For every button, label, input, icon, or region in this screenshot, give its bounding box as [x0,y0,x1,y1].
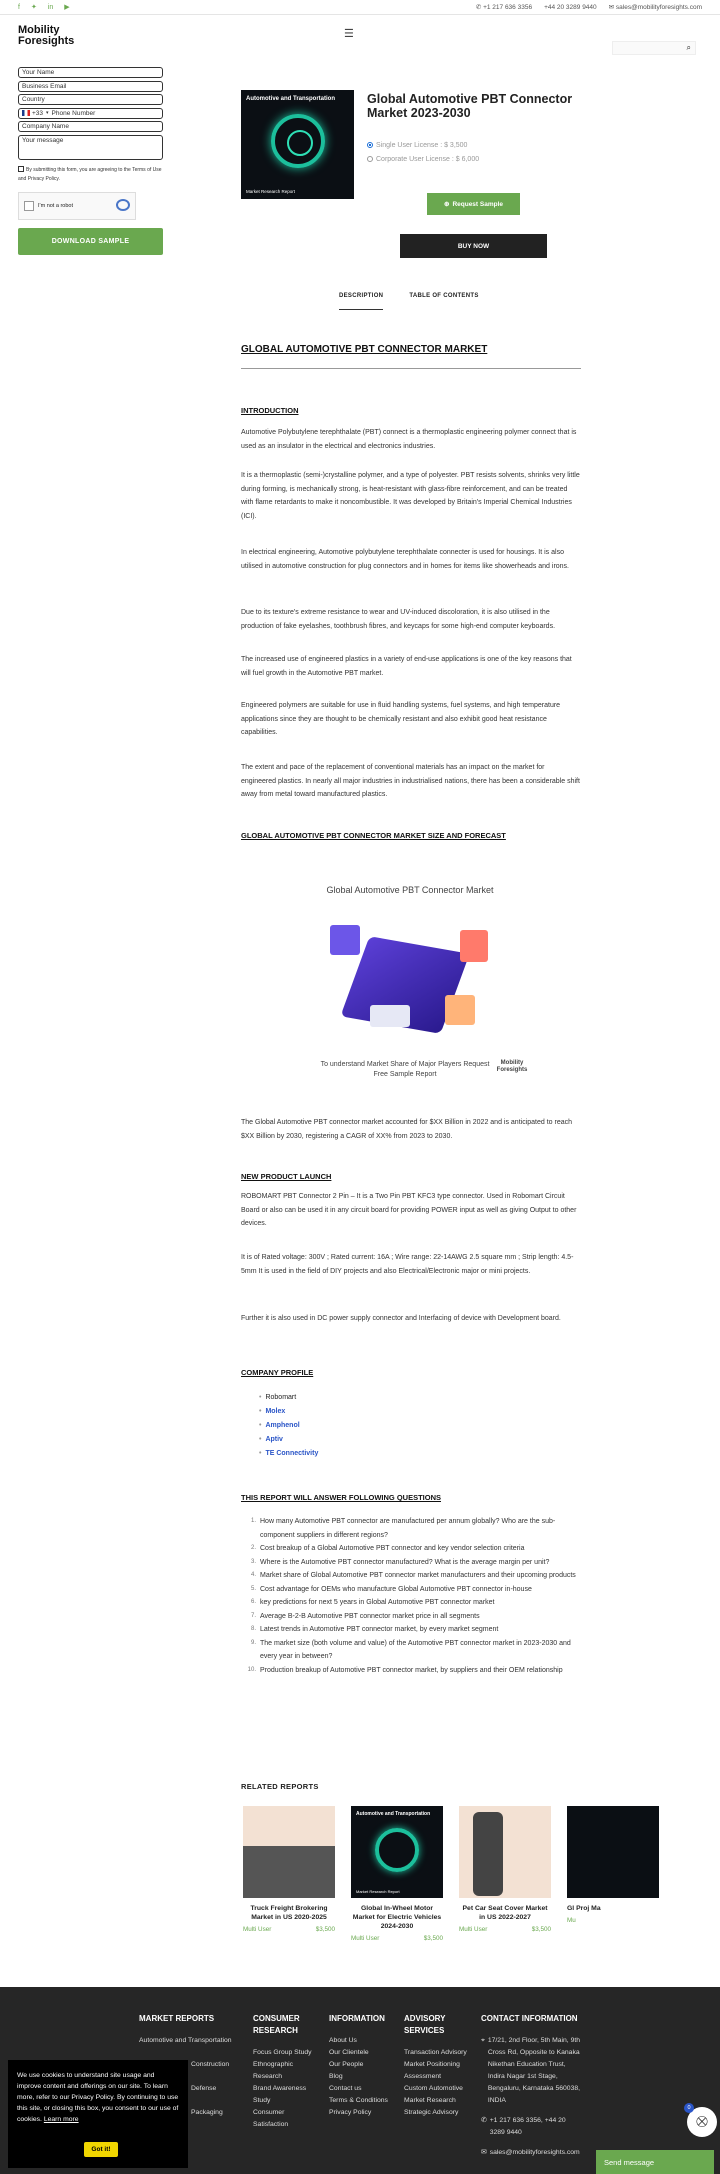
list-item: 10. Production breakup of Automotive PBT connector market, by suppliers and their OEM relationship [247,1666,563,1674]
tab-table-of-contents[interactable]: TABLE OF CONTENTS [409,293,479,299]
hamburger-menu-icon[interactable]: ☰ [344,28,354,40]
linkedin-icon[interactable]: in [47,3,54,11]
footer-link[interactable]: Custom Automotive Market Research [404,2085,463,2104]
send-message-button[interactable]: Send message [596,2150,714,2174]
mail-icon: ✉ [481,2149,487,2156]
terms-checkbox[interactable] [18,166,24,172]
related-card[interactable] [351,1806,443,1942]
phone-field[interactable] [18,108,163,119]
questions-list [247,1515,580,1677]
phone-placeholder: Phone Number [51,109,96,117]
list-item[interactable]: • TE Connectivity [259,1447,318,1461]
card-title[interactable]: Pet Car Seat Cover Market in US 2022-2027 [462,1905,548,1921]
footer-link[interactable]: Consumer Satisfaction [253,2109,289,2128]
footer-link[interactable]: Blog [329,2073,343,2080]
phone-country-code[interactable]: +33 [32,109,44,117]
infographic-tile [460,930,488,962]
request-sample-button[interactable] [427,193,520,215]
infographic-tile [370,1005,410,1027]
footer-link[interactable]: Transaction Advisory [404,2049,467,2056]
footer-contact [481,2013,581,2159]
footer-link[interactable]: Ethnographic Research [253,2061,294,2080]
question-text: Latest trends in Automotive PBT connector market, by every market segment [260,1626,499,1633]
paragraph: It is a thermoplastic (semi-)crystalline polymer, and a type of polyester. PBT resists solvents, shrinks very little during forming, is mechanically strong, is heat-resistant with glass-fibre reinforcement, and can be treated with flame retardants to make it noncombustible. It was developed by Britain's Imperial Chemical Industries (ICI). [241,472,580,520]
card-user: Multi User [243,1926,272,1933]
paragraph: Due to its texture's extreme resistance to wear and UV-induced discoloration, it is also utilised in the production of fake eyelashes, toothbrush fibres, and keycaps for some high-end computer keyboards. [241,609,556,630]
card-image [567,1806,659,1898]
card-price: $3,500 [423,1935,443,1942]
list-item: • Robomart [259,1391,318,1405]
footer-link[interactable]: About Us [329,2037,357,2044]
address-text: 17/21, 2nd Floor, 5th Main, 9th Cross Rd, Opposite to Kanaka Nikethan Education Trust, Indira Nagar 1st Stage, Bengaluru, Karnataka 560038, INDIA [487,2037,581,2104]
license-options [367,139,479,167]
footer-link[interactable]: Our People [329,2061,364,2068]
footer-link[interactable]: Strategic Advisory [404,2109,459,2116]
infographic-caption-text: To understand Market Share of Major Players Request Free Sample Report [320,1061,490,1078]
footer-information [329,2013,394,2119]
single-license-label[interactable]: Single User License : $ 3,500 [376,142,468,149]
question-text: Average B-2-B Automotive PBT connector market price in all segments [260,1612,480,1620]
name-field[interactable]: Your Name [18,67,163,78]
footer-heading: CONTACT INFORMATION [481,2014,578,2023]
terms-text: By submitting this form, you are agreeing to the Terms of Use and Privacy Policy. [18,166,162,182]
footer-heading: INFORMATION [329,2014,385,2023]
country-field[interactable]: Country [18,94,163,105]
site-header [0,15,720,57]
list-item: 3. Where is the Automotive PBT connector manufactured? What is the average margin per unit? [250,1558,550,1566]
shopping-basket-icon: ⛒ [696,2115,708,2128]
paragraph: Automotive Polybutylene terephthalate (PBT) connect is a thermoplastic engineering polymer connect that is used as an insulator in the electrical and electronics industries. [241,429,577,450]
cookie-text: We use cookies to understand site usage and improve content and offerings on our site. To learn more, refer to our Privacy Policy. By continuing to use this site, or closing this box, you consent to our use of cookies. [17,2072,179,2123]
footer-phones [481,2115,581,2139]
logo-line-1: Mobility [18,24,60,36]
top-bar [0,0,720,15]
card-image [351,1806,443,1898]
infographic-tile [330,925,360,955]
phone-icon: ✆ [475,4,482,11]
footer-link[interactable]: Defense [191,2085,217,2092]
product-title: Global Automotive PBT Connector Market 2023-2030 [367,92,573,120]
paragraph: It is of Rated voltage: 300V ; Rated current: 16A ; Wire range: 22-14AWG 2.5 square mm ; Strip length: 4.5-5mm It is used in the field of DIY projects and also Electrical/Electronic major or mini projects. [241,1254,574,1275]
got-it-button[interactable]: Got it! [84,2142,118,2157]
request-sample-label: Request Sample [452,200,504,208]
footer-link[interactable]: Terms & Conditions [329,2097,388,2104]
recaptcha-checkbox[interactable] [24,201,34,211]
topbar-email[interactable]: sales@mobilityforesights.com [615,4,702,11]
footer-link[interactable]: Brand Awareness Study [253,2085,307,2104]
seat-cover-photo [473,1812,503,1896]
youtube-icon[interactable]: ▶ [64,4,70,11]
company-profile-heading: COMPANY PROFILE [241,1368,314,1377]
list-item[interactable]: • Aptiv [259,1433,318,1447]
cart-count-badge: 0 [684,2103,694,2113]
question-text: key predictions for next 5 years in Global Automotive PBT connector market [260,1599,495,1606]
card-image-footer: Market Research Report [356,1889,400,1894]
question-text: Production breakup of Automotive PBT connector market, by suppliers and their OEM relationship [260,1666,563,1674]
card-title[interactable]: Truck Freight Brokering Market in US 2020-2025 [250,1905,328,1921]
question-text: How many Automotive PBT connector are manufactured per annum globally? Who are the sub-component suppliers in different regions? [260,1518,556,1539]
recaptcha-logo-icon [116,199,130,211]
paragraph: ROBOMART PBT Connector 2 Pin – It is a Two Pin PBT KFC3 type connector. Used in Robomart Circuit Board or also can be used it in any circuit board for providing POWER input as well as giving Output to other devices. [241,1193,577,1227]
footer-address [481,2035,581,2107]
tab-description[interactable]: DESCRIPTION [339,293,383,310]
cover-footer: Market Research Report [246,189,296,194]
paragraph: Further it is also used in DC power supply connector and Interfacing of device with Development board. [241,1315,561,1322]
question-text: Cost breakup of a Global Automotive PBT connector and key vendor selection criteria [260,1545,525,1552]
connector-ring-graphic [375,1828,419,1872]
footer-link[interactable]: Privacy Policy [329,2109,372,2116]
card-user: Multi User [459,1926,488,1933]
footer-link[interactable]: Construction [191,2061,230,2068]
phones-text[interactable]: +1 217 636 3356, +44 20 3289 9440 [489,2117,566,2136]
intro-heading: INTRODUCTION [241,406,299,415]
chat-bubble[interactable] [687,2107,717,2137]
question-text: Where is the Automotive PBT connector manufactured? What is the average margin per unit? [260,1558,550,1566]
plus-circle-icon: ⊕ [443,201,450,208]
product-cover-image [241,90,354,199]
card-image [243,1806,335,1898]
logo-line-2: Foresights [496,1067,528,1073]
footer-consumer-research [253,2013,321,2131]
related-reports-heading: RELATED REPORTS [241,1782,319,1791]
search-input[interactable] [612,41,696,55]
france-flag-icon[interactable] [22,110,30,116]
message-field[interactable]: Your message [18,135,163,160]
single-license-radio[interactable] [367,142,373,148]
card-price: $3,500 [531,1926,551,1933]
paragraph: The increased use of engineered plastics in a variety of end-use applications is one of the key reasons that will fuel growth in the Automotive PBT market. [241,656,572,677]
size-forecast-heading: GLOBAL AUTOMOTIVE PBT CONNECTOR MARKET SIZE AND FORECAST [241,831,506,840]
footer-link[interactable]: Automotive and Transportation [139,2037,232,2044]
card-image [459,1806,551,1898]
list-item[interactable]: • Molex [259,1405,318,1419]
company-field[interactable]: Company Name [18,121,163,132]
footer-advisory-services [404,2013,476,2119]
card-image-title: Automotive and Transportation [356,1811,431,1817]
recaptcha-widget[interactable] [18,192,136,220]
footer-heading: ADVISORY SERVICES [404,2014,446,2035]
card-title[interactable]: Global In-Wheel Motor Market for Electric Vehicles 2024-2030 [352,1905,442,1930]
topbar-phone-1[interactable]: +1 217 636 3356 [483,4,533,11]
learn-more-link[interactable]: Learn more [43,2116,79,2123]
card-user: Multi User [351,1935,380,1942]
market-infographic[interactable] [310,885,510,1085]
article-heading: GLOBAL AUTOMOTIVE PBT CONNECTOR MARKET [241,344,488,355]
footer-link[interactable]: Packaging [191,2109,223,2116]
list-item: 6. key predictions for next 5 years in Global Automotive PBT connector market [250,1599,495,1606]
corporate-license-radio[interactable] [367,156,373,162]
footer-link[interactable]: Contact us [329,2085,362,2092]
question-text: Market share of Global Automotive PBT connector market manufacturers and their upcoming products [260,1572,576,1579]
card-user: Mu [567,1917,576,1924]
list-item: 2. Cost breakup of a Global Automotive PBT connector and key vendor selection criteria [250,1545,525,1552]
paragraph: Engineered polymers are suitable for use in fluid handling systems, fuel systems, and high temperature applications since they are thought to be chemically resistant and also exhibit good heat resistance capabilities. [241,702,561,736]
new-product-heading: NEW PRODUCT LAUNCH [241,1172,332,1181]
footer-heading: MARKET REPORTS [139,2014,215,2023]
card-price: $3,500 [315,1926,335,1933]
footer-heading: CONSUMER RESEARCH [253,2014,300,2035]
connector-ring-graphic [271,114,325,168]
list-item: 4. Market share of Global Automotive PBT connector market manufacturers and their upcoming products [250,1572,576,1579]
email-text[interactable]: sales@mobilityforesights.com [489,2149,580,2156]
infographic-title: Global Automotive PBT Connector Market [326,885,494,895]
infographic-tile [445,995,475,1025]
related-card[interactable] [243,1806,335,1933]
paragraph: In electrical engineering, Automotive polybutylene terephthalate connecter is used for housings. It is also utilised in automotive construction for plug connectors and in homes for items like showerheads and irons. [241,549,570,570]
location-pin-icon: ⌖ [481,2037,485,2044]
footer-link[interactable]: Focus Group Study [253,2049,312,2056]
paragraph: The extent and pace of the replacement of conventional materials has an impact on the market for engineered plastics. In nearly all major industries in industrialised nations, there has been a considerable shift away from metal toward manufactured plastics. [241,764,580,798]
terms-consent [18,166,163,184]
list-item[interactable]: • Amphenol [259,1419,318,1433]
cover-title: Automotive and Transportation [246,96,336,102]
download-sample-button[interactable]: DOWNLOAD SAMPLE [18,228,163,255]
infographic-logo [492,1060,532,1074]
logo-line-1: Mobility [500,1060,524,1066]
twitter-icon[interactable]: ✦ [30,4,37,11]
mail-icon: ✉ [608,4,615,11]
list-item: 5. Cost advantage for OEMs who manufacture Global Automotive PBT connector in-house [250,1585,532,1593]
sample-request-form [18,67,163,255]
email-field[interactable]: Business Email [18,81,163,92]
recaptcha-label: I'm not a robot [38,202,73,209]
paragraph: The Global Automotive PBT connector market accounted for $XX Billion in 2022 and is anticipated to reach $XX Billion by 2030, registering a CAGR of XX% from 2023 to 2030. [241,1119,573,1140]
site-logo[interactable] [18,25,74,47]
question-text: Cost advantage for OEMs who manufacture Global Automotive PBT connector in-house [260,1585,532,1593]
divider [241,368,581,369]
card-title[interactable]: Gl Proj Ma [567,1905,601,1912]
related-card[interactable] [567,1806,659,1924]
truck-photo [243,1846,335,1898]
list-item: 1. How many Automotive PBT connector are manufactured per annum globally? Who are the sub-component suppliers in different regions? [250,1518,556,1539]
phone-icon: ✆ [481,2117,487,2124]
dropdown-caret-icon[interactable]: ▾ [46,110,49,116]
list-item: 9. The market size (both volume and value) of the Automotive PBT connector market in 2023-2030 and every year in between? [250,1639,571,1660]
buy-now-button[interactable]: BUY NOW [400,234,547,258]
footer-link[interactable]: Market Positioning Assessment [404,2061,460,2080]
company-list [259,1391,318,1461]
facebook-icon[interactable]: f [18,3,20,11]
questions-heading: THIS REPORT WILL ANSWER FOLLOWING QUESTIONS [241,1493,441,1502]
footer-link[interactable]: Our Clientele [329,2049,369,2056]
footer-email [481,2147,581,2159]
report-tabs [339,293,479,310]
question-text: The market size (both volume and value) of the Automotive PBT connector market in 2023-2030 and every year in between? [260,1639,571,1660]
list-item: 7. Average B-2-B Automotive PBT connector market price in all segments [250,1612,480,1620]
logo-line-2: Foresights [18,35,75,47]
infographic-caption [315,1060,528,1080]
corporate-license-label[interactable]: Corporate User License : $ 6,000 [376,156,480,163]
list-item: 8. Latest trends in Automotive PBT connector market, by every market segment [250,1626,499,1633]
related-card[interactable] [459,1806,551,1933]
related-reports-carousel [241,1806,601,1946]
topbar-phone-2[interactable]: +44 20 3289 9440 [544,3,597,11]
search-icon[interactable]: ⌕ [686,43,691,52]
cookie-banner [8,2060,188,2168]
